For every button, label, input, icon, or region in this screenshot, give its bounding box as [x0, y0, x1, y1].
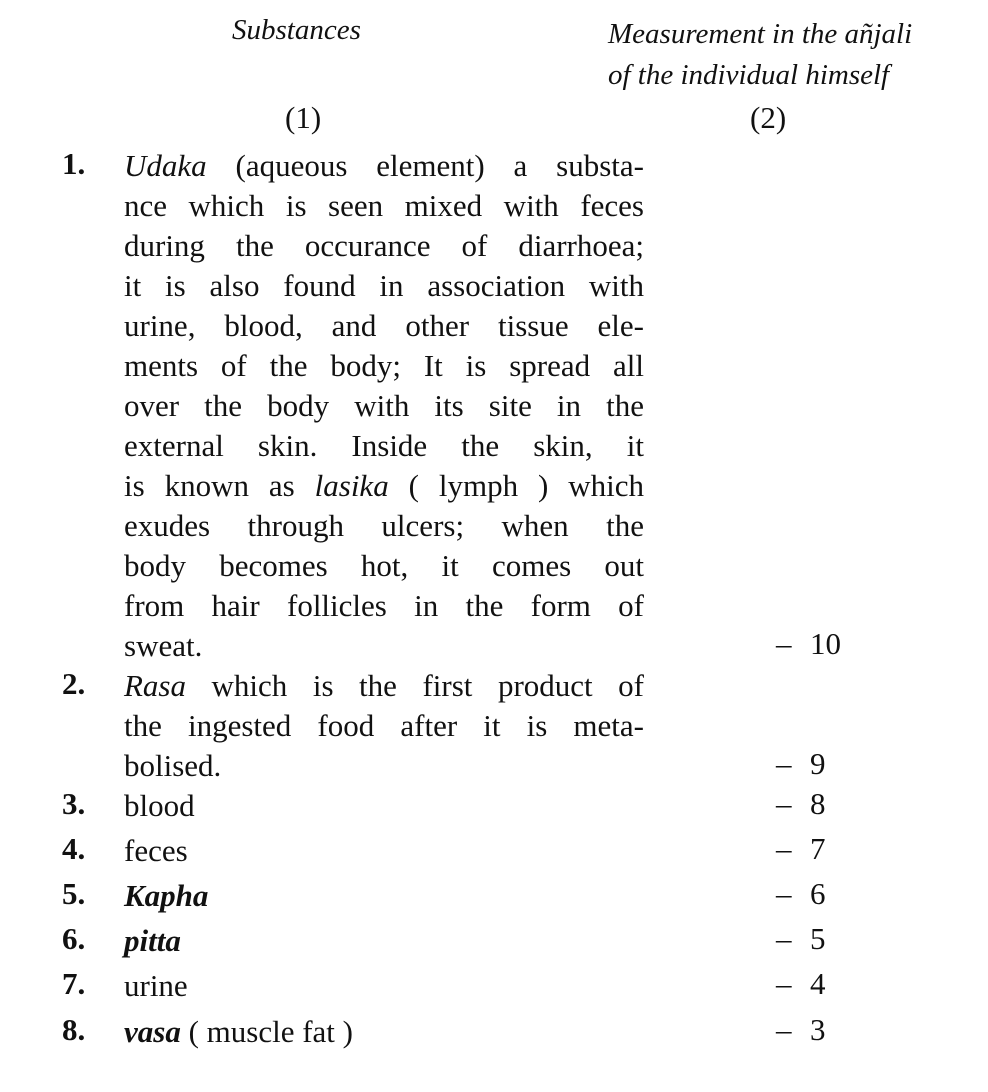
description-line [124, 876, 644, 916]
measurement-header-line2: of the individual himself [608, 59, 890, 91]
dash-mark: – [776, 1012, 792, 1047]
item-description [124, 786, 644, 826]
line-text: nce which is seen mixed with feces [124, 188, 644, 223]
item-description [124, 146, 644, 666]
substance-term: Kapha [124, 878, 209, 913]
item-number: 7. [62, 966, 86, 1001]
description-line [124, 266, 644, 306]
description-line [124, 546, 644, 586]
description-line [124, 186, 644, 226]
line-text: from hair follicles in the form of [124, 588, 644, 623]
description-line [124, 226, 644, 266]
description-line [124, 706, 644, 746]
item-number: 1. [62, 146, 86, 181]
line-text: external skin. Inside the skin, it [124, 428, 644, 463]
line-text: ( lymph ) which [388, 468, 644, 503]
item-description [124, 666, 644, 786]
measurement-value [776, 626, 848, 662]
description-line [124, 746, 644, 786]
description-line [124, 386, 644, 426]
substance-term: Udaka [124, 148, 207, 183]
item-description [124, 966, 644, 1006]
dash-mark: – [776, 966, 792, 1001]
substances-header: Substances [232, 14, 361, 46]
description-line [124, 921, 644, 961]
anjali-count: 9 [810, 746, 826, 781]
description-line [124, 786, 644, 826]
description-line [124, 831, 644, 871]
anjali-count: 5 [810, 921, 826, 956]
line-text: ments of the body; It is spread all [124, 348, 644, 383]
dash-mark: – [776, 921, 792, 956]
line-text: blood [124, 788, 195, 823]
description-line [124, 506, 644, 546]
line-text: urine, blood, and other tissue ele- [124, 308, 644, 343]
item-number: 6. [62, 921, 86, 956]
description-line [124, 966, 644, 1006]
item-number: 8. [62, 1012, 86, 1047]
anjali-count: 3 [810, 1012, 826, 1047]
substance-term: pitta [124, 923, 181, 958]
description-line [124, 346, 644, 386]
item-description [124, 921, 644, 961]
substance-term: Rasa [124, 668, 186, 703]
description-line [124, 626, 644, 666]
line-text: feces [124, 833, 188, 868]
anjali-count: 7 [810, 831, 826, 866]
measurement-value [776, 786, 848, 822]
item-description [124, 1012, 644, 1052]
line-text: (aqueous element) a substa- [206, 148, 644, 183]
dash-mark: – [776, 626, 792, 661]
substance-term: vasa [124, 1014, 181, 1049]
line-text: exudes through ulcers; when the [124, 508, 644, 543]
measurement-value [776, 921, 848, 957]
line-text: during the occurance of diarrhoea; [124, 228, 644, 263]
item-number: 3. [62, 786, 86, 821]
description-line [124, 146, 644, 186]
line-text: ( muscle fat ) [180, 1014, 353, 1049]
item-number: 2. [62, 666, 86, 701]
line-text: over the body with its site in the [124, 388, 644, 423]
measurement-value [776, 876, 848, 912]
anjali-count: 6 [810, 876, 826, 911]
item-number: 5. [62, 876, 86, 911]
anjali-count: 4 [810, 966, 826, 1001]
line-text: sweat. [124, 628, 203, 663]
anjali-count: 8 [810, 786, 826, 821]
dash-mark: – [776, 876, 792, 911]
measurement-value [776, 746, 848, 782]
description-line [124, 666, 644, 706]
item-description [124, 831, 644, 871]
anjali-count: 10 [810, 626, 841, 661]
description-line [124, 426, 644, 466]
measurement-header-line1: Measurement in the añjali [608, 18, 913, 50]
measurement-value [776, 966, 848, 1002]
description-line [124, 466, 644, 506]
substance-term: lasika [314, 468, 389, 503]
column-number-2: (2) [750, 100, 787, 135]
dash-mark: – [776, 786, 792, 821]
line-text: it is also found in association with [124, 268, 644, 303]
measurement-value [776, 831, 848, 867]
line-text: the ingested food after it is meta- [124, 708, 644, 743]
line-text: bolised. [124, 748, 222, 783]
item-number: 4. [62, 831, 86, 866]
description-line [124, 306, 644, 346]
item-description [124, 876, 644, 916]
dash-mark: – [776, 746, 792, 781]
line-text: which is the first product of [186, 668, 644, 703]
column-number-1: (1) [285, 100, 322, 135]
description-line [124, 586, 644, 626]
line-text: urine [124, 968, 188, 1003]
line-text: body becomes hot, it comes out [124, 548, 644, 583]
dash-mark: – [776, 831, 792, 866]
measurement-header [608, 14, 912, 96]
description-line [124, 1012, 644, 1052]
line-text: is known as [124, 468, 315, 503]
measurement-value [776, 1012, 848, 1048]
